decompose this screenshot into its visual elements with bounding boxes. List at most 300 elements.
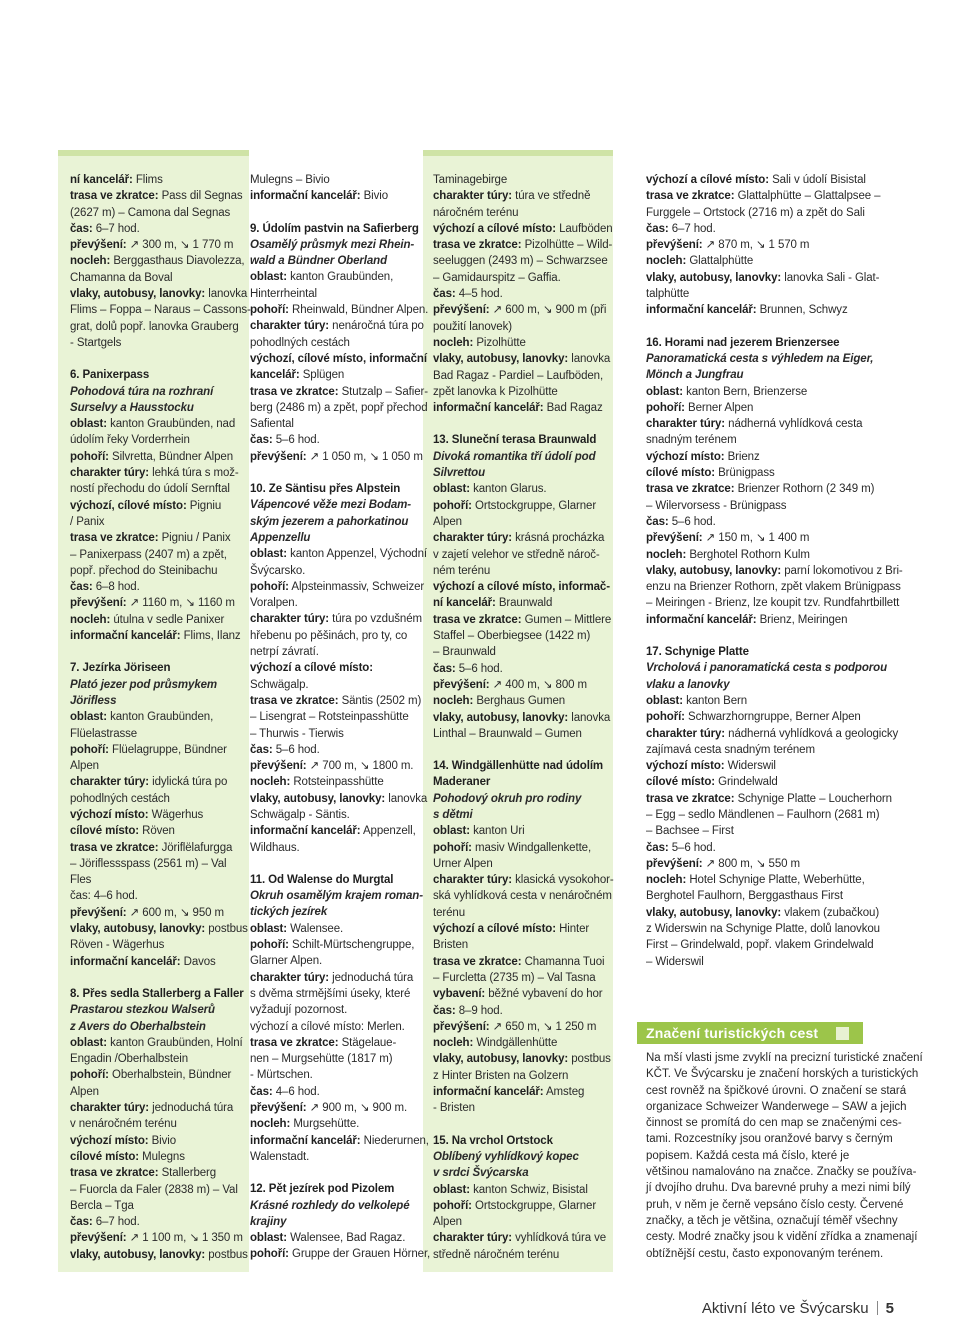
field-value: Appenzell, <box>362 825 416 838</box>
spacer <box>250 205 420 221</box>
field-value: Alpen <box>70 760 99 773</box>
detail-line <box>250 1035 420 1051</box>
field-value: 4–6 hod. <box>275 1085 320 1098</box>
detail-line <box>250 726 420 742</box>
field-value: Hotel Schynige Platte, Weberhütte, <box>689 874 865 887</box>
field-value: údolím řeky Vorderrhein <box>70 434 190 447</box>
field-label: vlaky, autobusy, lanovky: <box>70 1248 206 1261</box>
field-label: informační kancelář: <box>646 613 757 626</box>
field-label: pohoří: <box>433 841 472 854</box>
detail-line <box>433 253 609 269</box>
spacer <box>70 351 245 367</box>
detail-line <box>433 840 609 856</box>
detail-line <box>433 351 609 367</box>
detail-line <box>250 807 420 823</box>
field-label: trasa ve zkratce: <box>646 792 735 805</box>
field-label: výchozí a cílové místo: <box>433 222 556 235</box>
field-label: charakter túry: <box>646 727 726 740</box>
field-label: vlaky, autobusy, lanovky: <box>433 1053 569 1066</box>
field-value: s dvěma strmějšími úseky, které <box>250 987 411 1000</box>
detail-line <box>433 1035 609 1051</box>
detail-line <box>646 595 900 611</box>
spacer <box>70 970 245 986</box>
field-value: z Widerswin na Schynige Platte, dolů lanovkou <box>646 923 880 936</box>
field-value: hřebenu po pěšinách, pro ty, co <box>250 629 408 642</box>
footer-title: Aktivní léto ve Švýcarsku <box>701 1300 869 1317</box>
detail-line <box>646 400 890 416</box>
detail-line <box>433 270 609 286</box>
field-value: First – Grindelwald, popř. vlakem Grindelwald <box>646 939 874 952</box>
detail-line <box>250 1019 420 1035</box>
field-value: zajímavá cesta snadným terénem <box>646 743 815 756</box>
route-subtitle <box>433 1165 609 1181</box>
spacer <box>433 416 609 432</box>
detail-line <box>70 937 245 953</box>
field-value: nenáročná túra po <box>332 320 424 333</box>
field-label: pohoří: <box>250 939 289 952</box>
detail-line <box>646 791 890 807</box>
detail-line <box>70 1051 245 1067</box>
detail-line <box>646 612 890 628</box>
note-line: cesty. Modré značky jsou k vidění zřídka a znamenají <box>646 1231 918 1244</box>
field-label: trasa ve zkratce: <box>70 190 159 203</box>
field-value: 8–9 hod. <box>458 1004 503 1017</box>
route-subtitle <box>250 253 420 269</box>
spacer <box>433 1117 609 1133</box>
route-subtitle <box>70 400 245 416</box>
field-label: pohoří: <box>70 743 109 756</box>
field-label: charakter túry: <box>433 190 513 203</box>
detail-line <box>646 530 890 546</box>
field-label: charakter túry: <box>433 532 513 545</box>
field-value: Glattalphütte <box>689 255 754 268</box>
detail-line <box>433 1230 609 1246</box>
route-subtitle-text: z Avers do Oberhalbstein <box>70 1020 206 1033</box>
detail-line <box>646 286 890 302</box>
route-subtitle-text: s dětmi <box>433 808 473 821</box>
field-value: Engadin /Oberhalbstein <box>70 1053 188 1066</box>
field-value: v zajetí velehor ve středně nároč- <box>433 548 600 561</box>
detail-line <box>433 1019 609 1035</box>
route-subtitle-text: Vápencové věže mezi Bodam- <box>250 499 412 512</box>
route-subtitle <box>70 1002 245 1018</box>
detail-line <box>70 595 245 611</box>
field-value: seeluggen (2493 m) – Schwarzsee <box>433 255 608 268</box>
detail-line <box>433 921 609 937</box>
field-value: pohodlných cestách <box>250 336 350 349</box>
route-subtitle-text: Vrcholová i panoramatická cesta s podporou <box>646 662 887 675</box>
field-value: – Panixerpass (2407 m) a zpět, <box>70 548 227 561</box>
field-value: Furggele – Ortstock (2716 m) a zpět do Sali <box>646 206 865 219</box>
detail-line <box>250 400 428 416</box>
detail-line <box>433 319 609 335</box>
field-value: - Mürtschen. <box>250 1069 313 1082</box>
field-label: výchozí, cílové místo: <box>70 499 187 512</box>
route-subtitle <box>646 351 890 367</box>
detail-line <box>646 823 890 839</box>
route-subtitle-text: tických jezírek <box>250 906 328 919</box>
field-label: trasa ve zkratce: <box>70 532 159 545</box>
field-value: Alpsteinmassiv, Schweizer <box>291 580 425 593</box>
route-heading-text: 10. Ze Säntisu přes Alpstein <box>250 483 401 496</box>
field-value: ↗ 700 m, ↘ 1800 m. <box>309 760 414 773</box>
detail-line <box>70 1116 245 1132</box>
field-label: převýšení: <box>70 239 127 252</box>
field-value: Murgsehütte. <box>293 1118 360 1131</box>
field-value: ↗ 1160 m, ↘ 1160 m <box>129 597 235 610</box>
route-heading-text: 17. Schynige Platte <box>646 646 749 659</box>
detail-line <box>250 774 420 790</box>
detail-line <box>250 351 427 367</box>
detail-line <box>250 1051 420 1067</box>
field-label: pohoří: <box>646 711 685 724</box>
field-value: 5–6 hod. <box>275 434 320 447</box>
detail-line <box>433 188 609 204</box>
note-line: organizace Schweizer Wanderwege – SAW a jejich <box>646 1100 907 1113</box>
detail-line <box>250 823 420 839</box>
detail-line <box>250 1133 429 1149</box>
field-value: ská vyhlídková cesta v nenáročném <box>433 890 612 903</box>
route-subtitle <box>250 514 420 530</box>
detail-line <box>646 758 890 774</box>
field-label: trasa ve zkratce: <box>433 613 522 626</box>
detail-line <box>646 449 890 465</box>
route-subtitle-text: Okruh osamělým krajem roman- <box>250 890 423 903</box>
detail-line <box>250 432 420 448</box>
route-subtitle-text: Appenzellu <box>250 531 311 544</box>
detail-line <box>70 1035 245 1051</box>
field-value: kanton Bern, Brienzerse <box>686 385 808 398</box>
field-label: oblast: <box>250 922 287 935</box>
detail-line <box>433 384 609 400</box>
field-label: pohoří: <box>250 1248 289 1261</box>
field-value: 6–7 hod. <box>95 222 140 235</box>
route-subtitle <box>250 1214 420 1230</box>
field-label: trasa ve zkratce: <box>250 1036 339 1049</box>
field-label: oblast: <box>646 385 683 398</box>
field-label: výchozí a cílové místo: <box>646 174 769 186</box>
field-value: Taminagebirge <box>433 174 508 186</box>
detail-line <box>433 937 609 953</box>
field-value: lanovka <box>571 353 611 366</box>
field-value: – Gamidaurspitz – Gaffia. <box>433 271 561 284</box>
field-value: Grindelwald <box>718 776 778 789</box>
detail-line <box>433 400 609 416</box>
field-value: parní lokomotivou z Bri- <box>784 564 903 577</box>
route-heading-text: 6. Panixerpass <box>70 369 150 382</box>
field-value: Voralpen. <box>250 597 298 610</box>
route-heading-text: 15. Na vrchol Ortstock <box>433 1134 553 1147</box>
field-label: výchozí místo: <box>646 760 725 773</box>
detail-line <box>250 1100 420 1116</box>
detail-line <box>70 1084 245 1100</box>
field-value: ↗ 1 050 m, ↘ 1 050 m <box>309 450 423 463</box>
detail-line <box>70 856 245 872</box>
note-line: cest rovněž na špičkové úrovni. O značení se stará <box>646 1084 907 1097</box>
field-label: převýšení: <box>250 760 307 773</box>
route-subtitle-text: vlaku a lanovky <box>646 678 730 691</box>
detail-line <box>70 888 245 904</box>
detail-line <box>433 237 613 253</box>
detail-line <box>646 693 890 709</box>
detail-line <box>250 937 420 953</box>
field-value: Alpen <box>433 1216 462 1229</box>
field-value: kanton Uri <box>473 825 525 838</box>
field-value: Rotsteinpasshütte <box>293 776 384 789</box>
field-value: náročném terénu <box>433 206 519 219</box>
route-subtitle-text: wald a Bündner Oberland <box>250 255 387 268</box>
detail-line <box>433 579 609 595</box>
field-value: ↗ 800 m, ↘ 550 m <box>705 857 801 870</box>
route-subtitle <box>646 367 890 383</box>
detail-line <box>646 253 890 269</box>
route-subtitle <box>70 384 245 400</box>
field-value: kanton Graubünden, Holní <box>110 1036 243 1049</box>
detail-line <box>646 905 890 921</box>
detail-line <box>433 661 609 677</box>
field-value: Hinter <box>559 923 590 936</box>
field-value: Bristen <box>433 939 469 952</box>
detail-line <box>70 416 245 432</box>
route-subtitle <box>250 530 420 546</box>
field-value: – Egg – sedlo Mändlenen – Faulhorn (2681 m) <box>646 808 880 821</box>
spacer <box>433 742 609 758</box>
field-label: charakter túry: <box>250 613 330 626</box>
field-value: Berghotel Rothorn Kulm <box>689 548 810 561</box>
field-value: Bad Ragaz <box>546 402 603 415</box>
field-value: ností přechodu do údolí Sernftal <box>70 483 230 496</box>
column-top-strip-3 <box>423 150 613 156</box>
detail-line <box>250 921 420 937</box>
detail-line <box>250 1230 420 1246</box>
field-value: berg (2486 m) a zpět, popř přechod <box>250 401 428 414</box>
detail-line <box>646 579 901 595</box>
field-label: čas: <box>433 1004 456 1017</box>
field-value: talphütte <box>646 288 690 301</box>
detail-line <box>433 644 609 660</box>
route-heading <box>250 221 420 237</box>
detail-line <box>646 856 890 872</box>
field-value: Davos <box>183 955 216 968</box>
detail-line <box>646 481 890 497</box>
field-value: (2627 m) – Camona dal Segnas <box>70 206 231 219</box>
field-value: túra ve středně <box>515 190 591 203</box>
detail-line <box>433 612 612 628</box>
detail-line <box>646 937 890 953</box>
detail-line <box>646 465 890 481</box>
detail-line <box>250 449 423 465</box>
field-label: převýšení: <box>646 239 703 252</box>
route-subtitle <box>70 1019 245 1035</box>
route-heading <box>250 481 420 497</box>
detail-line <box>433 1198 609 1214</box>
field-value: kanton Graubünden, <box>110 711 214 724</box>
field-value: v nenáročném terénu <box>70 1118 177 1131</box>
field-value: Schwägalp - Säntis. <box>250 808 350 821</box>
note-title: Značení turistických cest <box>646 1025 819 1041</box>
field-label: informační kancelář: <box>250 825 361 838</box>
field-label: výchozí místo: <box>70 808 149 821</box>
field-label: oblast: <box>646 694 683 707</box>
detail-line <box>70 547 245 563</box>
detail-line <box>250 302 429 318</box>
field-value: Pigniu <box>189 499 222 512</box>
detail-line <box>250 579 425 595</box>
field-value: Bad Ragaz - Pardiel – Laufböden, <box>433 369 604 382</box>
field-label: charakter túry: <box>646 418 726 431</box>
detail-line <box>70 481 245 497</box>
route-subtitle-text: Pohodová túra na rozhraní <box>70 385 214 398</box>
route-subtitle <box>433 807 609 823</box>
detail-line <box>646 172 890 188</box>
field-label: převýšení: <box>250 1102 307 1115</box>
field-value: Schwarzhorngruppe, Berner Alpen <box>688 711 861 724</box>
field-value: 6–8 hod. <box>95 581 140 594</box>
detail-line <box>70 237 245 253</box>
field-value: postbus <box>208 923 248 936</box>
route-subtitle <box>433 465 609 481</box>
detail-line <box>70 840 245 856</box>
detail-line <box>70 465 245 481</box>
route-subtitle <box>433 791 609 807</box>
field-value: 5–6 hod. <box>671 841 716 854</box>
field-label: vlaky, autobusy, lanovky: <box>433 711 569 724</box>
field-value: Brünigpass <box>718 467 775 480</box>
field-value: Chamanna da Boval <box>70 271 173 284</box>
route-subtitle <box>250 888 423 904</box>
field-label: čas: <box>70 581 93 594</box>
field-value: kanton Graubünden, nad <box>110 418 236 431</box>
detail-line <box>70 319 245 335</box>
detail-line <box>70 1067 245 1083</box>
field-label: převýšení: <box>433 678 490 691</box>
field-value: ↗ 1 100 m, ↘ 1 350 m <box>129 1232 243 1245</box>
detail-line <box>250 546 427 562</box>
field-value: ném terénu <box>433 564 491 577</box>
detail-line <box>70 514 245 530</box>
field-label: informační kancelář: <box>433 402 544 415</box>
route-heading-text: 7. Jezírka Jöriseen <box>70 662 171 675</box>
field-value: – Jöriflessspass (2561 m) – Val <box>70 857 227 870</box>
detail-line <box>646 840 890 856</box>
field-value: 6–7 hod. <box>671 222 716 235</box>
field-value: Brienz, Meiringen <box>759 613 848 626</box>
route-heading <box>250 1181 420 1197</box>
note-line: činnost se promítá do cen map se značenými ces- <box>646 1117 902 1130</box>
text-column-3 <box>433 172 614 1263</box>
detail-line <box>646 709 890 725</box>
field-label: oblast: <box>70 711 107 724</box>
field-value: Bivio <box>151 1134 177 1147</box>
detail-line <box>250 172 420 188</box>
field-value: – Bachsee – First <box>646 825 734 838</box>
detail-line <box>70 1133 245 1149</box>
detail-line <box>433 498 609 514</box>
detail-line <box>646 807 890 823</box>
field-value: postbus <box>208 1248 248 1261</box>
route-subtitle <box>250 904 420 920</box>
field-value: Stallerberg <box>161 1167 217 1180</box>
field-value: Gumen – Mittlere <box>524 613 612 626</box>
route-subtitle <box>250 497 420 513</box>
detail-line <box>433 726 609 742</box>
detail-line <box>646 774 890 790</box>
field-value: klasická vysokohor- <box>515 874 614 887</box>
field-label: trasa ve zkratce: <box>250 385 339 398</box>
field-value: ↗ 600 m, ↘ 900 m (při <box>492 304 607 317</box>
detail-line <box>433 1068 609 1084</box>
detail-line <box>433 1247 609 1263</box>
field-label: charakter túry: <box>70 467 150 480</box>
detail-line <box>433 481 609 497</box>
field-value: čas: 4–6 hod. <box>70 890 138 903</box>
detail-line <box>433 1214 609 1230</box>
field-value: Pizolhütte <box>476 336 526 349</box>
route-heading-text: 9. Údolím pastvin na Safierberg <box>250 222 419 235</box>
footer-divider <box>877 1301 878 1315</box>
field-label: nocleh: <box>646 548 687 561</box>
detail-line <box>70 188 245 204</box>
detail-line <box>433 693 609 709</box>
field-value: běžné vybavení do hor <box>488 988 603 1001</box>
field-label: trasa ve zkratce: <box>250 694 339 707</box>
field-label: čas: <box>646 222 669 235</box>
field-label: nocleh: <box>70 613 111 626</box>
field-label: převýšení: <box>70 597 127 610</box>
route-subtitle-text: Divoká romantika tří údolí pod <box>433 450 596 463</box>
detail-line <box>250 709 420 725</box>
detail-line <box>70 530 245 546</box>
detail-line <box>250 1067 420 1083</box>
route-subtitle <box>70 677 245 693</box>
detail-line <box>646 302 890 318</box>
field-label: vlaky, autobusy, lanovky: <box>70 923 206 936</box>
field-value: 5–6 hod. <box>671 515 716 528</box>
detail-line <box>70 1182 245 1198</box>
detail-line <box>646 872 890 888</box>
detail-line <box>70 758 245 774</box>
route-subtitle-text: Krásné rozhledy do velkolepé <box>250 1199 410 1212</box>
detail-line <box>433 221 613 237</box>
detail-line <box>250 644 420 660</box>
detail-line <box>250 335 420 351</box>
detail-line <box>70 807 245 823</box>
field-label: čas: <box>250 743 273 756</box>
detail-line <box>70 221 245 237</box>
detail-line <box>433 1182 609 1198</box>
detail-line <box>70 1230 245 1246</box>
field-value: Widerswil <box>727 760 776 773</box>
field-value: Niederurnen, <box>363 1134 429 1147</box>
detail-line <box>70 1247 248 1263</box>
detail-line <box>250 367 420 383</box>
route-subtitle <box>70 693 245 709</box>
detail-line <box>70 791 245 807</box>
route-subtitle-text: Osamělý průsmyk mezi Rhein- <box>250 238 415 251</box>
route-subtitle-text: Mönch a Jungfrau <box>646 369 744 382</box>
field-value: – Lisengrat – Rotsteinpasshütte <box>250 711 409 724</box>
field-label: vlaky, autobusy, lanovky: <box>70 288 206 301</box>
field-value: Fles <box>70 874 92 887</box>
field-label: pohoří: <box>70 450 109 463</box>
field-value: Hinterrheintal <box>250 287 317 300</box>
field-value: netrpí závratí. <box>250 646 319 659</box>
field-value: Flims <box>135 174 163 186</box>
detail-line <box>70 954 245 970</box>
field-value: Berghotel Faulhorn, Berggasthaus First <box>646 890 843 903</box>
field-value: – Wilervorsess - Brünigpass <box>646 499 787 512</box>
field-label: nocleh: <box>646 255 687 268</box>
